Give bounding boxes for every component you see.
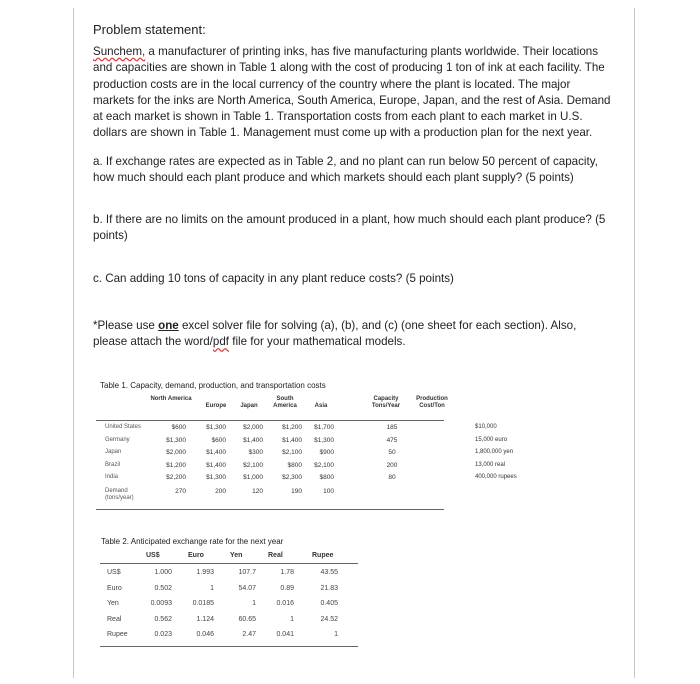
t1-cell-production-cost: 400,000 rupees <box>475 474 517 480</box>
t1-demand-cell: 120 <box>252 488 263 495</box>
t2-cell: 0.89 <box>280 584 294 592</box>
note-text-1: *Please use <box>93 319 159 332</box>
t1-cell-cost: $1,400 <box>206 449 226 456</box>
t2-cell: 1 <box>334 631 338 638</box>
t1-header-production: Production Cost/Ton <box>416 396 448 409</box>
t2-cell: 0.562 <box>154 615 172 623</box>
t1-header-europe: Europe <box>205 403 227 409</box>
t2-row-label: Yen <box>107 600 119 607</box>
t2-row-label: US$ <box>107 569 121 576</box>
t2-cell: 0.046 <box>196 631 214 638</box>
t2-cell: 54.07 <box>238 584 256 592</box>
t1-cell-cost: $2,000 <box>166 449 186 456</box>
t2-cell: 43.55 <box>320 569 338 576</box>
t1-header-capacity: Capacity Tons/Year <box>371 396 401 409</box>
t1-cell-cost: $600 <box>211 436 226 444</box>
t1-cell-capacity: 80 <box>388 474 396 481</box>
t1-cell-cost: $2,100 <box>314 461 334 469</box>
t1-cell-cost: $1,700 <box>314 424 334 431</box>
t1-cell-cost: $1,400 <box>282 436 302 444</box>
t2-cell: 0.0093 <box>150 600 172 607</box>
table1-caption: Table 1. Capacity, demand, production, and transportation costs <box>100 381 326 390</box>
t2-cell: 0.502 <box>154 584 172 592</box>
t2-row-label: Real <box>107 615 122 623</box>
t1-cell-cost: $1,300 <box>206 424 226 431</box>
t1-row-label: Germany <box>105 436 130 443</box>
t2-cell: 1.000 <box>154 569 172 576</box>
t1-cell-cost: $1,400 <box>206 461 226 469</box>
t2-cell: 0.023 <box>154 631 172 638</box>
t1-cell-cost: $2,100 <box>243 461 263 469</box>
t2-cell: 1 <box>210 584 214 592</box>
note-text-3: file for your mathematical models. <box>229 335 406 349</box>
t1-cell-cost: $2,200 <box>166 474 186 481</box>
note-text-2: excel solver file for solving (a), (b), and (c) (one sheet for each section). Also, please attach the word/ <box>93 319 577 349</box>
t2-cell: 1.124 <box>196 615 214 623</box>
question-c: c. Can adding 10 tons of capacity in any plant reduce costs? (5 points) <box>93 272 454 285</box>
t1-cell-cost: $1,200 <box>282 424 302 431</box>
t2-cell: 0.0185 <box>192 600 214 607</box>
t1-cell-capacity: 200 <box>386 461 398 469</box>
t2-cell: 24.52 <box>320 615 338 623</box>
t1-cell-production-cost: 13,000 real <box>475 461 506 468</box>
t2-header: Rupee <box>312 552 334 559</box>
t1-row-label: India <box>105 474 119 480</box>
t2-cell: 1 <box>252 600 256 607</box>
t1-cell-cost: $1,300 <box>206 474 226 481</box>
t2-cell: 1 <box>290 615 294 623</box>
t1-demand-cell: 200 <box>215 488 226 495</box>
t2-cell: 0.405 <box>320 600 338 607</box>
t1-cell-capacity: 50 <box>388 449 396 456</box>
table2-top-rule <box>100 563 358 564</box>
t1-cell-capacity: 475 <box>386 436 398 444</box>
t1-cell-cost: $300 <box>248 449 263 456</box>
table2-bottom-rule <box>100 646 358 647</box>
page-title: Problem statement: <box>93 22 206 37</box>
t1-cell-cost: $2,300 <box>282 474 302 481</box>
table2-caption: Table 2. Anticipated exchange rate for the next year <box>101 537 284 546</box>
t1-header-asia: Asia <box>314 403 328 409</box>
t2-header: Real <box>268 552 283 559</box>
t2-header: Yen <box>230 552 243 559</box>
t2-cell: 60.65 <box>238 615 256 623</box>
t2-cell: 0.041 <box>276 631 294 638</box>
t1-cell-cost: $2,000 <box>243 424 263 431</box>
t1-cell-production-cost: 15,000 euro <box>475 436 508 443</box>
t1-cell-cost: $1,300 <box>314 436 334 444</box>
t1-header-south-america: South America <box>273 396 297 409</box>
table1-bottom-rule <box>96 509 444 510</box>
t2-cell: 107.7 <box>238 569 256 576</box>
t1-cell-cost: $800 <box>319 474 334 481</box>
intro-text: a manufacturer of printing inks, has five manufacturing plants worldwide. Their locations and capacities are shown in Table 1 along with the cost of producing 1 ton of ink at each facility. The production costs are in the local currency of the country where the plant is located. The major markets for the inks are North America, South America, Europe, Japan, and the rest of Asia. Demand at each market is shown in Table 1. Transportation costs from each plant to each market in U.S. dollars are shown in Table 1. Management must come up with a production plan for the next year. <box>93 45 611 140</box>
t1-demand-label: Demand (tons/year) <box>105 488 134 501</box>
t1-cell-cost: $1,200 <box>166 461 186 469</box>
question-b: b. If there are no limits on the amount produced in a plant, how much should each plant produce? (5 points) <box>93 213 606 243</box>
t2-header: US$ <box>146 552 160 559</box>
t2-cell: 21.83 <box>320 584 338 592</box>
instructions-note <box>93 318 613 351</box>
t2-cell: 1.993 <box>196 569 214 576</box>
company-name: Sunchem, <box>93 45 146 58</box>
t1-demand-cell: 190 <box>291 488 302 495</box>
t1-cell-cost: $1,400 <box>243 436 263 444</box>
intro-paragraph <box>93 44 613 142</box>
t2-header: Euro <box>188 552 204 559</box>
t1-cell-production-cost: 1,800,000 yen <box>475 449 514 455</box>
t1-cell-cost: $2,100 <box>282 449 302 456</box>
t2-row-label: Euro <box>107 584 122 592</box>
t1-header-north-america: North America <box>150 396 192 402</box>
t1-row-label: United States <box>105 424 142 430</box>
question-a: a. If exchange rates are expected as in Table 2, and no plant can run below 50 percent of capacity, how much should each plant produce and which markets should each plant supply? (5 points) <box>93 155 598 185</box>
t2-row-label: Rupee <box>107 631 128 638</box>
t1-cell-cost: $800 <box>287 461 302 469</box>
table1-top-rule <box>96 420 444 421</box>
t1-cell-production-cost: $10,000 <box>475 424 497 430</box>
note-emphasis-one: one <box>158 319 179 332</box>
t1-demand-cell: 100 <box>323 488 334 495</box>
t2-cell: 0.016 <box>276 600 294 607</box>
t1-cell-cost: $900 <box>319 449 334 456</box>
t1-cell-cost: $600 <box>171 424 186 431</box>
t1-demand-cell: 270 <box>175 488 186 495</box>
t2-cell: 1.78 <box>280 569 294 576</box>
t1-cell-cost: $1,000 <box>243 474 263 481</box>
t1-row-label: Brazil <box>105 461 121 468</box>
note-pdf-word: pdf <box>212 335 230 349</box>
t1-cell-capacity: 185 <box>386 424 398 431</box>
t1-row-label: Japan <box>105 449 122 455</box>
t1-cell-cost: $1,300 <box>166 436 186 444</box>
t1-header-japan: Japan <box>240 403 258 409</box>
t2-cell: 2.47 <box>242 631 256 638</box>
